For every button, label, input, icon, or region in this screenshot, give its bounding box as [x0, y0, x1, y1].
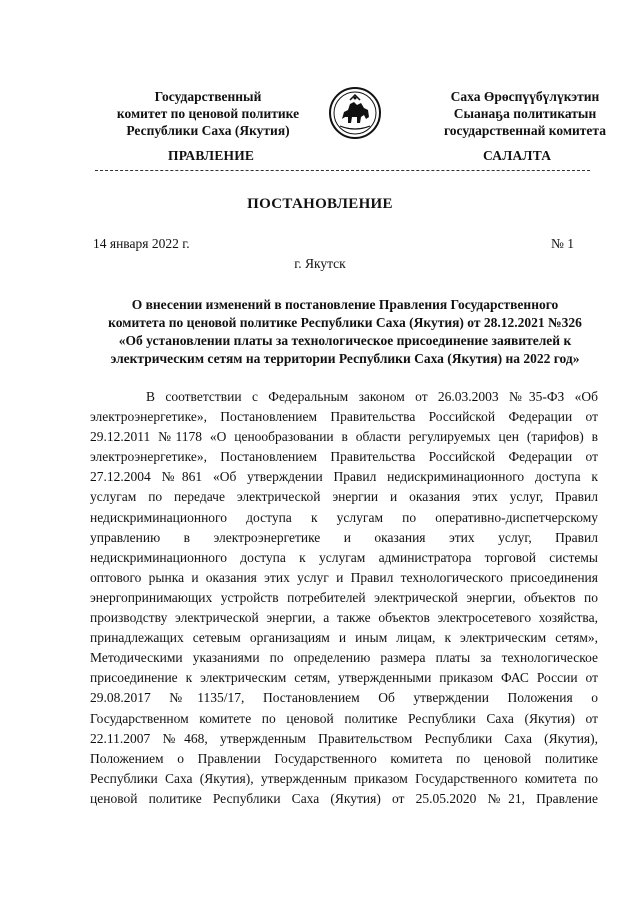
body-line: Методическими указаниями по определению размера платы за технологическое: [90, 650, 598, 666]
body-line: присоединение к электрическим сетям, утвержденными приказом ФАС России от: [90, 670, 598, 686]
title-line: электрическим сетям на территории Республики Саха (Якутия) на 2022 год»: [110, 351, 580, 366]
title-line: «Об установлении платы за технологическое присоединение заявителей к: [118, 333, 572, 348]
document-date: 14 января 2022 г.: [93, 236, 190, 251]
body-line: Республики Саха (Якутия), утвержденным приказом Государственного комитета по: [90, 770, 598, 786]
title-line: комитета по ценовой политике Республики Саха (Якутия) от 28.12.2021 №326: [108, 315, 582, 330]
body-line: энергопринимающих устройств потребителей электрической энергии, объектов по: [90, 589, 598, 605]
org-name-sakha: [410, 88, 640, 139]
document-title: [90, 296, 600, 368]
org-name-ru-line: комитет по ценовой политике: [116, 106, 300, 121]
body-line: недискриминационного доступа к услугам администратора торговой системы: [90, 549, 598, 565]
org-name-sakha-line: Саха Өрөспүүбүлүкэтин: [450, 89, 600, 104]
header-divider: [95, 170, 590, 171]
body-line: 29.12.2011 №1178 «О ценообразовании в области регулируемых цен (тарифов) в: [90, 429, 598, 445]
body-line: услугам по передаче электрической энергии и оказания этих услуг, Правил: [90, 489, 598, 505]
org-name-russian: [93, 88, 323, 139]
body-line: электроэнергетике», Постановлением Правительства Российской Федерации от: [90, 449, 598, 465]
document-body: [90, 387, 598, 809]
body-line: Положением о Правлении Государственного комитета по ценовой политике: [90, 750, 598, 766]
title-line: О внесении изменений в постановление Правления Государственного: [131, 297, 559, 312]
department-sakha: САЛАЛТА: [483, 148, 552, 163]
department-russian: ПРАВЛЕНИЕ: [168, 148, 255, 163]
coat-of-arms-icon: [328, 86, 382, 140]
org-name-sakha-line: государственнай комитета: [444, 123, 606, 138]
body-line: принадлежащих сетевым организациям и иным лицам, к электрическим сетям»,: [90, 630, 598, 646]
body-line: недискриминационного доступа к услугам по оперативно-диспетчерскому: [90, 509, 598, 525]
body-line: производству электрической энергии, а также объектов электросетевого хозяйства,: [90, 610, 598, 626]
body-line: Государственном комитете по ценовой политике Республики Саха (Якутия) от: [90, 710, 598, 726]
document-city: г. Якутск: [294, 256, 346, 271]
body-line: В соответствии с Федеральным законом от 26.03.2003 №35-ФЗ «Об: [146, 389, 598, 404]
body-line: 22.11.2007 №468, утвержденным Правительством Республики Саха (Якутия),: [90, 730, 598, 746]
body-line: оптового рынка и оказания этих услуг и Правил технологического присоединения: [90, 569, 598, 585]
body-line: управлению в электроэнергетике и оказания этих услуг, Правил: [90, 529, 598, 545]
org-name-ru-line: Государственный: [154, 89, 262, 104]
body-line: 29.08.2017 №1135/17, Постановлением Об утверждении Положения о: [90, 690, 598, 706]
document-type: ПОСТАНОВЛЕНИЕ: [247, 196, 393, 212]
org-name-ru-line: Республики Саха (Якутия): [126, 123, 290, 138]
body-line: ценовой политике Республики Саха (Якутия) от 25.05.2020 №21, Правление: [90, 790, 598, 806]
body-line: электроэнергетике», Постановлением Правительства Российской Федерации от: [90, 409, 598, 425]
org-name-sakha-line: Сыанаҕа политикатын: [453, 106, 597, 121]
document-number: № 1: [551, 236, 575, 251]
body-line: 27.12.2004 №861 «Об утверждении Правил недискриминационного доступа к: [90, 469, 598, 485]
